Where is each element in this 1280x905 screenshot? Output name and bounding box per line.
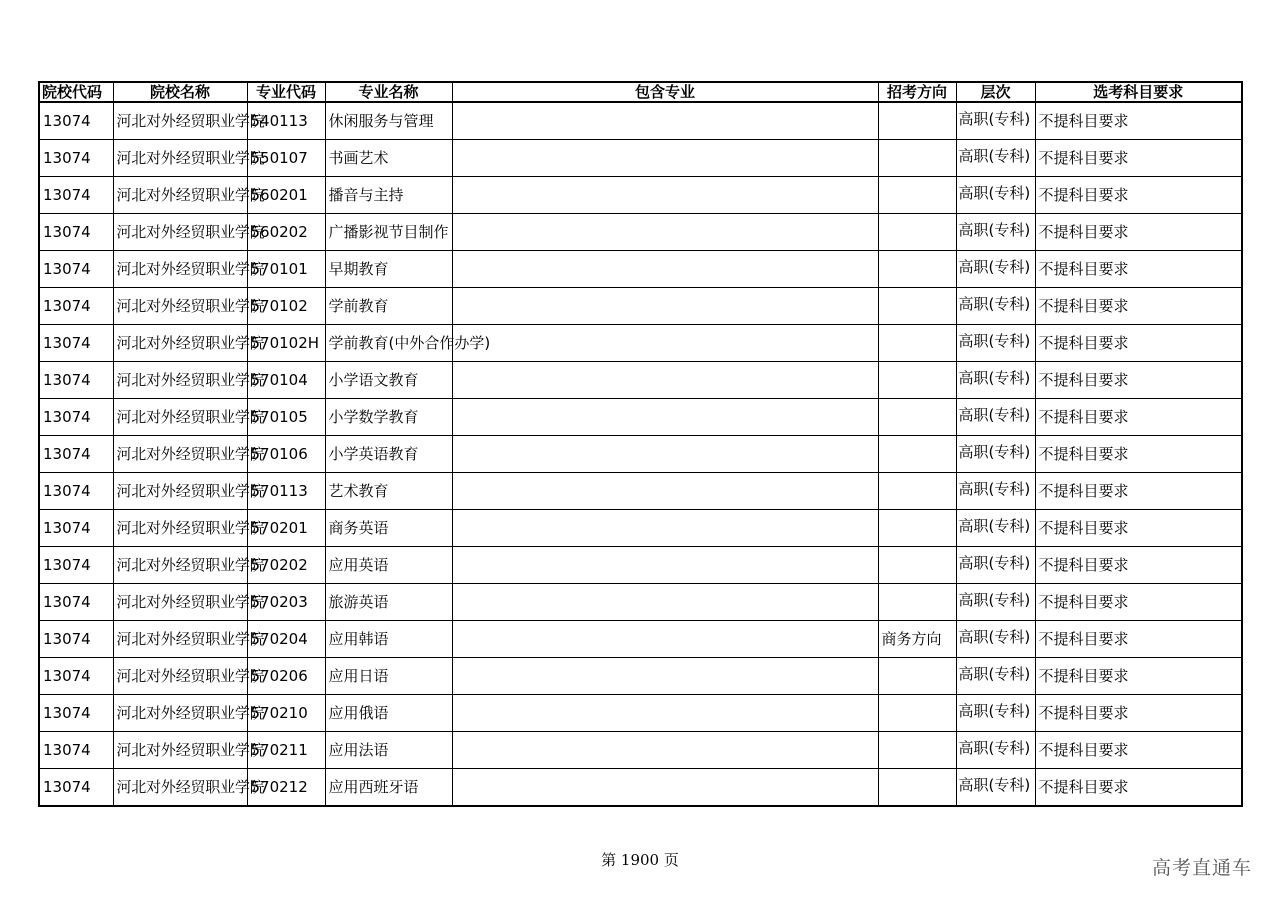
- cell-major-code: 570203: [247, 584, 325, 621]
- cell-school-name: 河北对外经贸职业学院: [113, 325, 247, 362]
- cell-direction: [878, 436, 956, 473]
- cell-included-majors: [452, 695, 878, 732]
- cell-direction: [878, 473, 956, 510]
- cell-major-name: 商务英语: [325, 510, 452, 547]
- cell-school-code: 13074: [39, 399, 113, 436]
- cell-level: [956, 732, 1035, 769]
- table-row: [39, 510, 1242, 547]
- cell-school-code: 13074: [39, 325, 113, 362]
- table-row: [39, 769, 1242, 807]
- cell-school-name: 河北对外经贸职业学院: [113, 510, 247, 547]
- cell-included-majors: [452, 547, 878, 584]
- level-text: 高职(专科): [958, 221, 1031, 239]
- table-row: [39, 547, 1242, 584]
- header-major-code: 专业代码: [247, 82, 325, 102]
- cell-requirement: 不提科目要求: [1035, 547, 1242, 584]
- cell-school-code: 13074: [39, 584, 113, 621]
- majors-table: [38, 81, 1243, 807]
- table-row: [39, 177, 1242, 214]
- header-requirement: 选考科目要求: [1035, 82, 1242, 102]
- cell-school-name: 河北对外经贸职业学院: [113, 584, 247, 621]
- cell-major-name: 应用法语: [325, 732, 452, 769]
- cell-requirement: 不提科目要求: [1035, 769, 1242, 807]
- cell-level: [956, 251, 1035, 288]
- cell-major-name: 休闲服务与管理: [325, 102, 452, 140]
- level-text: 高职(专科): [958, 258, 1031, 276]
- level-text: 高职(专科): [958, 369, 1031, 387]
- level-text: 高职(专科): [958, 517, 1031, 535]
- cell-school-name: 河北对外经贸职业学院: [113, 251, 247, 288]
- cell-direction: [878, 362, 956, 399]
- cell-level: [956, 325, 1035, 362]
- cell-level: [956, 621, 1035, 658]
- cell-school-name: 河北对外经贸职业学院: [113, 621, 247, 658]
- table-header-row: [39, 82, 1242, 102]
- cell-included-majors: [452, 621, 878, 658]
- cell-requirement: 不提科目要求: [1035, 288, 1242, 325]
- table-row: [39, 214, 1242, 251]
- cell-level: [956, 584, 1035, 621]
- cell-school-name: 河北对外经贸职业学院: [113, 658, 247, 695]
- table-row: [39, 621, 1242, 658]
- cell-included-majors: [452, 325, 878, 362]
- cell-major-code: 570105: [247, 399, 325, 436]
- level-text: 高职(专科): [958, 739, 1031, 757]
- cell-requirement: 不提科目要求: [1035, 140, 1242, 177]
- level-text: 高职(专科): [958, 702, 1031, 720]
- cell-school-code: 13074: [39, 732, 113, 769]
- cell-requirement: 不提科目要求: [1035, 436, 1242, 473]
- cell-included-majors: [452, 288, 878, 325]
- cell-level: [956, 140, 1035, 177]
- cell-level: [956, 362, 1035, 399]
- cell-school-code: 13074: [39, 362, 113, 399]
- cell-school-name: 河北对外经贸职业学院: [113, 399, 247, 436]
- cell-major-code: 570102H: [247, 325, 325, 362]
- level-text: 高职(专科): [958, 776, 1031, 794]
- cell-included-majors: [452, 399, 878, 436]
- cell-major-name: 小学数学教育: [325, 399, 452, 436]
- table-row: [39, 436, 1242, 473]
- header-level: 层次: [956, 82, 1035, 102]
- cell-requirement: 不提科目要求: [1035, 325, 1242, 362]
- level-text: 高职(专科): [958, 480, 1031, 498]
- cell-level: [956, 436, 1035, 473]
- level-text: 高职(专科): [958, 628, 1031, 646]
- level-text: 高职(专科): [958, 110, 1031, 128]
- cell-major-code: 570212: [247, 769, 325, 807]
- cell-major-name: 应用西班牙语: [325, 769, 452, 807]
- cell-school-code: 13074: [39, 102, 113, 140]
- cell-direction: [878, 769, 956, 807]
- table-row: [39, 325, 1242, 362]
- cell-major-code: 560201: [247, 177, 325, 214]
- cell-requirement: 不提科目要求: [1035, 177, 1242, 214]
- cell-level: [956, 399, 1035, 436]
- cell-school-name: 河北对外经贸职业学院: [113, 769, 247, 807]
- cell-major-code: 570106: [247, 436, 325, 473]
- cell-major-name: 应用英语: [325, 547, 452, 584]
- level-text: 高职(专科): [958, 184, 1031, 202]
- cell-direction: [878, 547, 956, 584]
- cell-requirement: 不提科目要求: [1035, 473, 1242, 510]
- cell-level: [956, 177, 1035, 214]
- cell-direction: [878, 102, 956, 140]
- header-major-name: 专业名称: [325, 82, 452, 102]
- table-row: [39, 140, 1242, 177]
- cell-level: [956, 769, 1035, 807]
- table-row: [39, 251, 1242, 288]
- cell-direction: 商务方向: [878, 621, 956, 658]
- cell-major-name: 学前教育(中外合作办学): [325, 325, 452, 362]
- cell-school-code: 13074: [39, 547, 113, 584]
- cell-direction: [878, 214, 956, 251]
- cell-major-name: 艺术教育: [325, 473, 452, 510]
- cell-school-code: 13074: [39, 214, 113, 251]
- cell-included-majors: [452, 102, 878, 140]
- cell-major-code: 560202: [247, 214, 325, 251]
- cell-school-name: 河北对外经贸职业学院: [113, 732, 247, 769]
- cell-direction: [878, 325, 956, 362]
- table-row: [39, 473, 1242, 510]
- level-text: 高职(专科): [958, 406, 1031, 424]
- level-text: 高职(专科): [958, 591, 1031, 609]
- cell-major-code: 550107: [247, 140, 325, 177]
- cell-direction: [878, 584, 956, 621]
- cell-requirement: 不提科目要求: [1035, 362, 1242, 399]
- cell-major-code: 570102: [247, 288, 325, 325]
- cell-major-name: 应用日语: [325, 658, 452, 695]
- cell-school-name: 河北对外经贸职业学院: [113, 177, 247, 214]
- cell-major-code: 570204: [247, 621, 325, 658]
- cell-school-code: 13074: [39, 251, 113, 288]
- cell-direction: [878, 399, 956, 436]
- table-row: [39, 732, 1242, 769]
- cell-school-name: 河北对外经贸职业学院: [113, 140, 247, 177]
- cell-major-code: 570201: [247, 510, 325, 547]
- header-direction: 招考方向: [878, 82, 956, 102]
- cell-requirement: 不提科目要求: [1035, 621, 1242, 658]
- cell-included-majors: [452, 510, 878, 547]
- header-school-name: 院校名称: [113, 82, 247, 102]
- cell-requirement: 不提科目要求: [1035, 732, 1242, 769]
- cell-included-majors: [452, 140, 878, 177]
- cell-requirement: 不提科目要求: [1035, 658, 1242, 695]
- cell-major-name: 旅游英语: [325, 584, 452, 621]
- table-row: [39, 399, 1242, 436]
- cell-level: [956, 547, 1035, 584]
- cell-direction: [878, 140, 956, 177]
- level-text: 高职(专科): [958, 295, 1031, 313]
- cell-major-name: 早期教育: [325, 251, 452, 288]
- cell-level: [956, 658, 1035, 695]
- cell-school-code: 13074: [39, 621, 113, 658]
- cell-direction: [878, 177, 956, 214]
- header-included-majors: 包含专业: [452, 82, 878, 102]
- cell-level: [956, 102, 1035, 140]
- table-row: [39, 695, 1242, 732]
- cell-level: [956, 288, 1035, 325]
- cell-school-code: 13074: [39, 177, 113, 214]
- cell-included-majors: [452, 177, 878, 214]
- header-school-code: 院校代码: [39, 82, 113, 102]
- cell-requirement: 不提科目要求: [1035, 102, 1242, 140]
- cell-major-code: 570206: [247, 658, 325, 695]
- cell-major-code: 570113: [247, 473, 325, 510]
- level-text: 高职(专科): [958, 665, 1031, 683]
- cell-major-code: 570210: [247, 695, 325, 732]
- level-text: 高职(专科): [958, 332, 1031, 350]
- cell-level: [956, 473, 1035, 510]
- cell-major-name: 书画艺术: [325, 140, 452, 177]
- table-row: [39, 288, 1242, 325]
- cell-major-name: 小学语文教育: [325, 362, 452, 399]
- cell-included-majors: [452, 251, 878, 288]
- cell-major-name: 应用俄语: [325, 695, 452, 732]
- cell-major-name: 小学英语教育: [325, 436, 452, 473]
- cell-major-code: 540113: [247, 102, 325, 140]
- cell-direction: [878, 732, 956, 769]
- cell-included-majors: [452, 436, 878, 473]
- cell-school-code: 13074: [39, 658, 113, 695]
- cell-school-code: 13074: [39, 140, 113, 177]
- table-row: [39, 102, 1242, 140]
- level-text: 高职(专科): [958, 147, 1031, 165]
- table-row: [39, 658, 1242, 695]
- cell-direction: [878, 251, 956, 288]
- cell-level: [956, 214, 1035, 251]
- cell-requirement: 不提科目要求: [1035, 251, 1242, 288]
- cell-school-name: 河北对外经贸职业学院: [113, 473, 247, 510]
- cell-included-majors: [452, 769, 878, 807]
- cell-requirement: 不提科目要求: [1035, 399, 1242, 436]
- cell-school-name: 河北对外经贸职业学院: [113, 436, 247, 473]
- cell-included-majors: [452, 658, 878, 695]
- cell-included-majors: [452, 584, 878, 621]
- table-body: [39, 102, 1242, 806]
- cell-included-majors: [452, 362, 878, 399]
- cell-direction: [878, 288, 956, 325]
- cell-school-name: 河北对外经贸职业学院: [113, 695, 247, 732]
- table-row: [39, 362, 1242, 399]
- cell-included-majors: [452, 214, 878, 251]
- cell-direction: [878, 695, 956, 732]
- cell-major-name: 应用韩语: [325, 621, 452, 658]
- cell-major-name: 播音与主持: [325, 177, 452, 214]
- cell-school-name: 河北对外经贸职业学院: [113, 288, 247, 325]
- table-row: [39, 584, 1242, 621]
- cell-major-code: 570101: [247, 251, 325, 288]
- cell-direction: [878, 510, 956, 547]
- cell-requirement: 不提科目要求: [1035, 214, 1242, 251]
- cell-included-majors: [452, 732, 878, 769]
- cell-requirement: 不提科目要求: [1035, 510, 1242, 547]
- cell-school-code: 13074: [39, 769, 113, 807]
- page-number: 第 1900 页: [601, 851, 679, 869]
- cell-level: [956, 695, 1035, 732]
- cell-school-name: 河北对外经贸职业学院: [113, 214, 247, 251]
- level-text: 高职(专科): [958, 554, 1031, 572]
- cell-direction: [878, 658, 956, 695]
- cell-school-code: 13074: [39, 436, 113, 473]
- cell-major-code: 570104: [247, 362, 325, 399]
- cell-major-name: 广播影视节目制作: [325, 214, 452, 251]
- cell-school-name: 河北对外经贸职业学院: [113, 362, 247, 399]
- cell-school-code: 13074: [39, 695, 113, 732]
- cell-major-code: 570202: [247, 547, 325, 584]
- cell-level: [956, 510, 1035, 547]
- cell-school-name: 河北对外经贸职业学院: [113, 102, 247, 140]
- level-text: 高职(专科): [958, 443, 1031, 461]
- watermark-text: 高考直通车: [1151, 857, 1252, 879]
- cell-requirement: 不提科目要求: [1035, 584, 1242, 621]
- cell-included-majors: [452, 473, 878, 510]
- cell-school-code: 13074: [39, 510, 113, 547]
- cell-school-code: 13074: [39, 473, 113, 510]
- cell-school-code: 13074: [39, 288, 113, 325]
- cell-school-name: 河北对外经贸职业学院: [113, 547, 247, 584]
- cell-requirement: 不提科目要求: [1035, 695, 1242, 732]
- cell-major-name: 学前教育: [325, 288, 452, 325]
- cell-major-code: 570211: [247, 732, 325, 769]
